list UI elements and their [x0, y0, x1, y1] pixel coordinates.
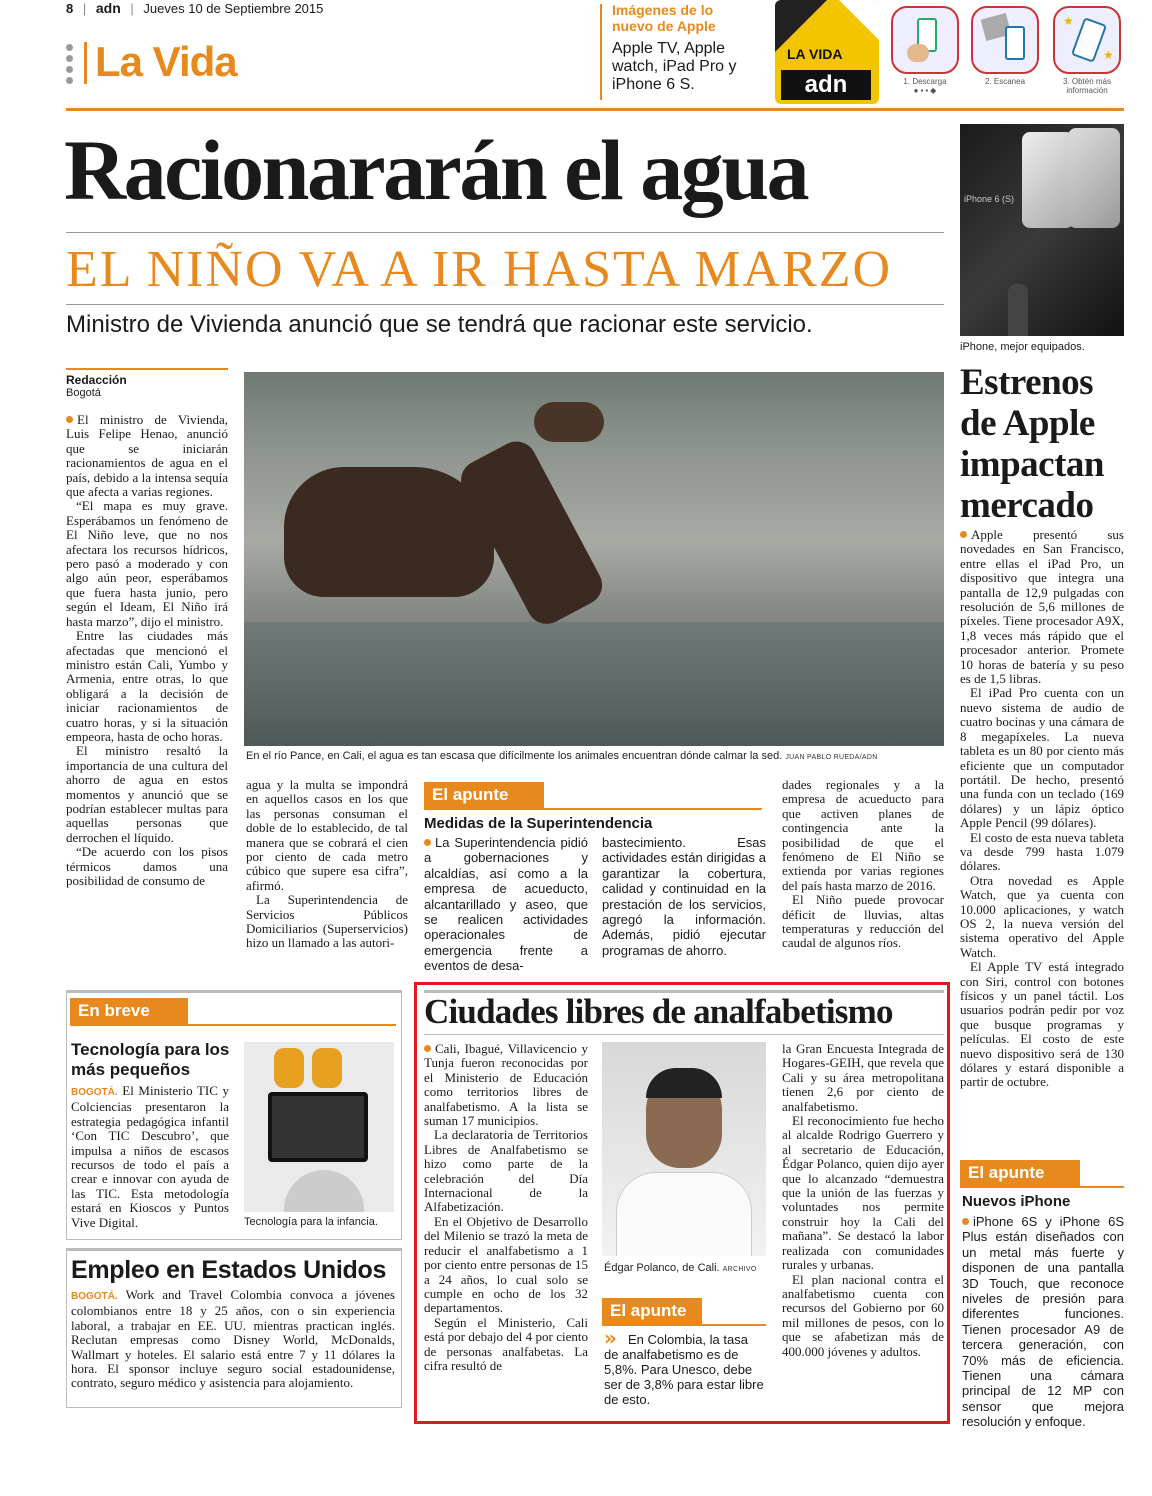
lead-photo-caption	[246, 750, 944, 762]
phone-scan-icon	[971, 6, 1039, 74]
en-breve-tag	[70, 998, 396, 1026]
ciudades-paragraph: El plan nacional contra el analfabetismo cuenta con recursos del Gobierno por 60 mil millones de pesos, con lo que se afabetizan más de 400.000 jóvenes y adultos.	[782, 1271, 944, 1359]
header-rule	[66, 108, 1124, 111]
apple-paragraph: El costo de esta nueva tableta va desde 799 hasta 1.079 dólares.	[960, 829, 1124, 874]
step-3-label: 3. Obtén más información	[1062, 77, 1112, 95]
ciudades-headline: Ciudades libres de analfabetismo	[424, 992, 893, 1031]
apple-photo-caption: iPhone, mejor equipados.	[960, 341, 1085, 353]
lead-paragraph: “El mapa es muy grave. Esperábamos un fenómeno de El Niño leve, que no nos afectara los recursos hídricos, pero pasó a moderado y con algo aún peor, esperábamos que fuera hasta junio, pero según el Ideam, El Niño irá hasta marzo”, dijo el ministro.	[66, 498, 228, 629]
lead-paragraph: El Niño puede provocar déficit de lluvias, altas temperaturas y reducción del caudal de algunos ríos.	[782, 892, 944, 951]
apple-paragraph: Apple presentó sus novedades en San Francisco, entre ellas el iPad Pro, un dispositivo que integra una pantalla de 12,9 pulgadas con resolución de 5,6 millones de píxeles. Tiene procesador A9X, 1,8 veces más rápido que el procesador anterior. Promete 10 horas de batería y su peso es de 1,5 libras.	[960, 527, 1124, 687]
apple-apunte-title: Nuevos iPhone	[962, 1193, 1071, 1210]
ciudades-paragraph: la Gran Encuesta Integrada de Hogares-GEIH, que revela que Cali y su área metropolitana tienen 2,6 por ciento de analfabetismo.	[782, 1041, 944, 1114]
lead-deck: Ministro de Vivienda anunció que se tendrá que racionar este servicio.	[66, 311, 813, 338]
bullet-icon	[962, 1218, 969, 1225]
lead-photo	[244, 372, 944, 746]
lead-headline: Racionararán el agua	[64, 122, 808, 218]
lead-paragraph: Entre las ciudades más afectadas que mencionó el ministro están Cali, Yumbo y Armenia, entre otras, lo que obligará a la decisión de iniciar racionamientos de cuatro horas, y si la situación empeora, hasta de ocho horas.	[66, 628, 228, 744]
section-divider	[84, 42, 87, 84]
step-1	[890, 6, 960, 95]
bullet-icon	[960, 531, 967, 538]
photo-credit: JUAN PABLO RUEDA/ADN	[785, 754, 878, 761]
apunte-text: bastecimiento. Esas actividades están dirigidas a garantizar la cobertura, calidad y continuidad en la prestación de los servicios, agregó la información. Además, pidió ejecutar programas de ahorro.	[602, 835, 766, 958]
ciudades-column-3	[782, 1042, 944, 1359]
lead-kicker: EL NIÑO VA A IR HASTA MARZO	[66, 241, 893, 298]
step-2	[970, 6, 1040, 86]
iphone-image	[1022, 132, 1074, 228]
apunte-label: El apunte	[424, 782, 544, 808]
apple-headline: Estrenos de Apple impactan mercado	[960, 362, 1104, 526]
lead-column-2	[246, 778, 408, 951]
caption-text: En el río Pance, en Cali, el agua es tan escasa que difícilmente los animales encuentran dónde calmar la sed.	[246, 750, 783, 762]
breve-body	[71, 1084, 229, 1230]
promo-logo-top: LA VIDA	[787, 46, 843, 62]
empleo-title: Empleo en Estados Unidos	[71, 1256, 387, 1284]
apple-apunte-text: iPhone 6S y iPhone 6S Plus están diseñados con un metal más fuerte y disponen de una pantalla 3D Touch, que reconoce niveles de presión para diferentes funciones. Tienen procesador A9 de tercera generación, con 70% más de eficiencia. Tienen una cámara principal de 12 MP con sensor que mejora resolución y enfoque.	[962, 1214, 1124, 1430]
promo-title: Imágenes de lo nuevo de Apple	[612, 2, 716, 34]
promo-logo	[775, 0, 879, 104]
lead-paragraph: dades regionales y a la empresa de acueducto para que activen planes de contingencia ante la posibilidad de que el fenómeno de El Niño se extienda por varias regiones del país hasta marzo de 2016.	[782, 777, 944, 893]
breve-photo	[244, 1042, 394, 1212]
empleo-text: Work and Travel Colombia convoca a jóvenes colombianos entre 18 y 25 años, con o sin experiencia laboral, a trabajar en EE. UU. mientras practican inglés. Reclutan empresas como Disney World, McDonalds, Wallmart y hoteles. El salario está entre 7 y 11 dólares la hora. El sponsor incluye seguro social estadounidense, contrato, seguro médico y asistencia para alojamiento.	[71, 1287, 395, 1391]
lead-byline: Redacción	[66, 373, 127, 387]
ciudades-column-1	[424, 1042, 588, 1373]
lead-headline-rule	[66, 232, 944, 233]
step-3	[1050, 6, 1124, 95]
breve-title: Tecnología para los más pequeños	[71, 1040, 230, 1079]
ciudades-headline-rule	[424, 1034, 944, 1035]
empleo-city: BOGOTÁ.	[71, 1291, 118, 1302]
apunte-label: El apunte	[960, 1160, 1080, 1186]
ciudades-paragraph: Según el Ministerio, Cali está por debajo del 4 por ciento de personas analfabetas. La cifra resultó de	[424, 1314, 588, 1373]
lead-paragraph: La Superintendencia de Servicios Públicos Domiciliarios (Superservicios) hizo un llamado a las autori-	[246, 892, 408, 951]
apple-apunte-body	[962, 1214, 1124, 1430]
ciudades-paragraph: El reconocimiento fue hecho al alcalde Rodrigo Guerrero y al secretario de Educación, Édgar Polanco, quien dijo ayer que lo alcanzado “demuestra que la unión de las fuerzas y voluntades nos permite construir hoy la Cali del mañana”. Se destacó la labor realizada con comunidades rurales y urbanas.	[782, 1113, 944, 1273]
lead-kicker-rule	[66, 304, 944, 305]
apunte-column-2	[602, 835, 766, 958]
chevron-right-icon: »	[604, 1326, 617, 1350]
bullet-icon	[66, 416, 73, 423]
en-breve-label: En breve	[70, 998, 188, 1024]
breve-photo-caption: Tecnología para la infancia.	[244, 1216, 378, 1228]
polanco-caption	[604, 1262, 757, 1274]
phone-download-icon	[891, 6, 959, 74]
lead-paragraph: El ministro de Vivienda, Luis Felipe Henao, anunció que se iniciarán racionamientos de agua en el país, debido a la intensa sequía que afecta a varias regiones.	[66, 412, 228, 500]
promo-text: Apple TV, Apple watch, iPad Pro y iPhone 6 S.	[612, 40, 737, 93]
photo-credit: ARCHIVO	[722, 1266, 757, 1273]
apunte-column-1	[424, 835, 588, 974]
apunte-box-ciudades	[602, 1298, 766, 1326]
step-2-label: 2. Escanea	[984, 77, 1026, 86]
empleo-body	[71, 1288, 395, 1391]
apunte-box-apple	[960, 1160, 1124, 1188]
lead-paragraph: “De acuerdo con los pisos térmicos damos una posibilidad de consumo de	[66, 844, 228, 888]
apunte-box-1	[424, 782, 762, 810]
ciudades-paragraph: En el Objetivo de Desarrollo del Milenio se trazó la meta de reducir el analfabetismo a 1 por ciento entre personas de 15 a 24 años, lo cual solo se cumple en ocho de los 32 departamentos.	[424, 1213, 588, 1316]
lead-location: Bogotá	[66, 387, 101, 399]
apunte-text: La Superintendencia pidió a gobernaciones y alcaldías, así como a la empresa de acueducto, alcantarillado y aseo, que se realicen actividades operacionales de emergencia frente a eventos de desa-	[424, 835, 588, 974]
bullet-icon	[424, 1045, 431, 1052]
apple-body	[960, 528, 1124, 1090]
apple-paragraph: El iPad Pro cuenta con un nuevo sistema de audio de cuatro bocinas y una cámara de 8 megapíxeles. La nueva tableta es un 80 por ciento más eficiente que un computador portátil. De hecho, presentó una funda con un teclado (169 dólares) y un lápiz óptico Apple Pencil (99 dólares).	[960, 685, 1124, 831]
apple-photo	[960, 124, 1124, 336]
polanco-photo	[602, 1042, 766, 1256]
phone-info-icon: ★ ★	[1053, 6, 1121, 74]
lead-paragraph: agua y la multa se impondrá en aquellos casos en los que las personas consuman el doble de lo establecido, de tal manera que se cobrará el cien por ciento de cada metro cúbico que supere esa cifra”, afirmó.	[246, 777, 408, 893]
lead-column-1	[66, 413, 228, 888]
ciudades-paragraph: La declaratoria de Territorios Libres de Analfabetismo se hizo como parte de la celebración del Día Internacional de la Alfabetización.	[424, 1127, 588, 1215]
folio: 8 | adn | Jueves 10 de Septiembre 2015	[66, 0, 324, 16]
breve-city: BOGOTÁ.	[71, 1087, 118, 1098]
apple-photo-text: iPhone 6 (S)	[964, 194, 1015, 204]
app-store-icons: ● ▪ ▪ ◆	[913, 86, 937, 95]
brand-logo: adn	[95, 0, 121, 16]
section-dots	[66, 44, 74, 84]
apple-paragraph: El Apple TV está integrado con Siri, control con botones físicos y un panel táctil. Los usuarios podrán pedir por voz que busque programas y películas. El costo de este nuevo dispositivo será de 130 dólares y estará disponible a partir de octubre.	[960, 959, 1124, 1090]
tablet-image	[268, 1092, 368, 1162]
byline-rule	[66, 368, 228, 370]
ciudades-apunte-text: En Colombia, la tasa de analfabetismo es de 5,8%. Para Unesco, debe ser de 3,8% para estar libre de esto.	[604, 1332, 764, 1407]
page-number: 8	[66, 1, 74, 16]
caption-text: Édgar Polanco, de Cali.	[604, 1262, 720, 1274]
bullet-icon	[424, 839, 431, 846]
step-1-label: 1. Descarga	[903, 77, 947, 86]
lead-paragraph: El ministro resaltó la importancia de una cultura del ahorro de agua en estos momentos y anunció que se podrían establecer multas para aquellas personas que derrochen el líquido.	[66, 743, 228, 845]
apunte-label: El apunte	[602, 1298, 702, 1324]
promo-logo-bottom: adn	[781, 70, 871, 100]
issue-date: Jueves 10 de Septiembre 2015	[143, 1, 324, 16]
ciudades-paragraph: Cali, Ibagué, Villavicencio y Tunja fueron reconocidas por el Ministerio de Educación como territorios libres de analfabetismo. A la lista se suman 17 municipios.	[424, 1041, 588, 1129]
apunte-title: Medidas de la Superintendencia	[424, 815, 653, 832]
section-title: La Vida	[95, 38, 237, 85]
apple-paragraph: Otra novedad es Apple Watch, que ya cuenta con 10.000 aplicaciones, y watch OS 2, la nueva versión del sistema operativo del Apple Watch.	[960, 872, 1124, 960]
breve-text: El Ministerio TIC y Colciencias presentaron la estrategia pedagógica infantil ‘Con TIC Descubro’, que impulsa a niños de escasos recursos de todo el país a crear e innovar con ayuda de las TIC. Esta metodología estará en Kioscos y Puntos Vive Digital.	[71, 1083, 229, 1230]
lead-column-5	[782, 778, 944, 951]
promo-divider	[600, 4, 602, 100]
